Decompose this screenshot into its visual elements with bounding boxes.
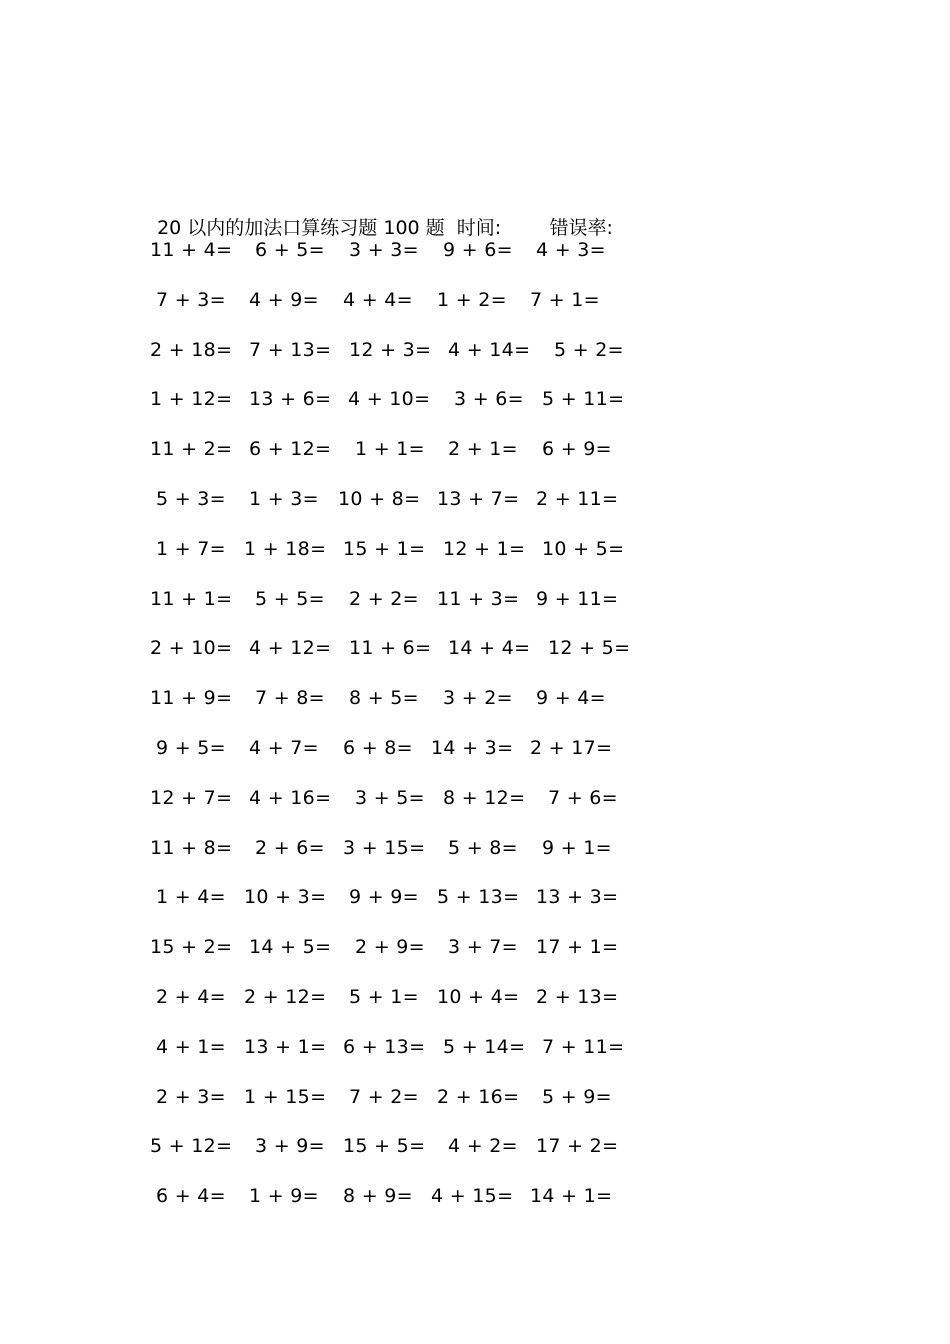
- addition-problem: 7 + 11=: [542, 1035, 625, 1058]
- problem-row: [0, 235, 950, 265]
- addition-problem: 10 + 5=: [542, 537, 625, 560]
- addition-problem: 14 + 5=: [249, 936, 332, 959]
- addition-problem: 12 + 7=: [150, 786, 233, 809]
- addition-problem: 2 + 16=: [437, 1085, 520, 1108]
- addition-problem: 2 + 3=: [156, 1085, 226, 1108]
- problem-row: [0, 434, 950, 464]
- addition-problem: 3 + 7=: [448, 936, 518, 959]
- addition-problem: 15 + 5=: [343, 1135, 426, 1158]
- addition-problem: 2 + 4=: [156, 986, 226, 1008]
- addition-problem: 11 + 8=: [150, 836, 233, 859]
- problem-row: [0, 683, 950, 713]
- addition-problem: 1 + 2=: [437, 288, 507, 311]
- addition-problem: 13 + 6=: [249, 388, 332, 411]
- addition-problem: 4 + 1=: [156, 1035, 226, 1058]
- addition-problem: 15 + 2=: [150, 936, 233, 959]
- addition-problem: 1 + 1=: [355, 438, 425, 461]
- addition-problem: 9 + 1=: [542, 836, 612, 859]
- problem-row: [0, 285, 950, 315]
- addition-problem: 4 + 4=: [343, 288, 413, 311]
- problem-row: [0, 1082, 950, 1112]
- addition-problem: 11 + 3=: [437, 587, 520, 610]
- addition-problem: 3 + 3=: [349, 239, 419, 261]
- addition-problem: 11 + 2=: [150, 438, 233, 461]
- addition-problem: 5 + 14=: [443, 1035, 526, 1058]
- addition-problem: 1 + 3=: [249, 488, 319, 510]
- addition-problem: 1 + 9=: [249, 1185, 319, 1208]
- addition-problem: 5 + 11=: [542, 388, 625, 411]
- addition-problem: 7 + 2=: [349, 1085, 419, 1108]
- error-rate-label: 错误率:: [549, 217, 613, 239]
- addition-problem: 11 + 4=: [150, 239, 233, 261]
- addition-problem: 7 + 8=: [255, 687, 325, 710]
- addition-problem: 12 + 5=: [548, 637, 631, 660]
- addition-problem: 4 + 2=: [448, 1135, 518, 1158]
- problem-row: [0, 335, 950, 365]
- addition-problem: 5 + 8=: [448, 836, 518, 859]
- addition-problem: 7 + 13=: [249, 338, 332, 361]
- addition-problem: 14 + 1=: [530, 1185, 613, 1208]
- addition-problem: 1 + 12=: [150, 388, 233, 411]
- problem-row: [0, 584, 950, 614]
- addition-problem: 2 + 12=: [244, 986, 327, 1008]
- addition-problem: 5 + 2=: [554, 338, 624, 361]
- addition-problem: 4 + 10=: [348, 388, 431, 411]
- addition-problem: 2 + 10=: [150, 637, 233, 660]
- problem-row: [0, 932, 950, 962]
- problem-row: [0, 882, 950, 912]
- addition-problem: 6 + 9=: [542, 438, 612, 461]
- addition-problem: 9 + 11=: [536, 587, 619, 610]
- addition-problem: 4 + 12=: [249, 637, 332, 660]
- addition-problem: 9 + 9=: [349, 886, 419, 909]
- problem-row: [0, 1181, 950, 1211]
- addition-problem: 6 + 4=: [156, 1185, 226, 1208]
- addition-problem: 6 + 13=: [343, 1035, 426, 1058]
- problem-row: [0, 484, 950, 514]
- addition-problem: 10 + 4=: [437, 986, 520, 1008]
- addition-problem: 5 + 5=: [255, 587, 325, 610]
- addition-problem: 12 + 3=: [349, 338, 432, 361]
- addition-problem: 1 + 4=: [156, 886, 226, 909]
- addition-problem: 1 + 15=: [244, 1085, 327, 1108]
- addition-problem: 15 + 1=: [343, 537, 426, 560]
- time-label: 时间:: [456, 217, 502, 239]
- problem-row: [0, 1032, 950, 1062]
- addition-problem: 8 + 9=: [343, 1185, 413, 1208]
- problem-row: [0, 833, 950, 863]
- addition-problem: 1 + 7=: [156, 537, 226, 560]
- problem-row: [0, 783, 950, 813]
- addition-problem: 3 + 6=: [454, 388, 524, 411]
- addition-problem: 3 + 2=: [443, 687, 513, 710]
- problem-row: [0, 384, 950, 414]
- addition-problem: 14 + 4=: [448, 637, 531, 660]
- problem-row: [0, 1131, 950, 1161]
- worksheet-title: 20 以内的加法口算练习题 100 题: [157, 217, 445, 239]
- addition-problem: 7 + 6=: [548, 786, 618, 809]
- addition-problem: 7 + 1=: [530, 288, 600, 311]
- addition-problem: 1 + 18=: [244, 537, 327, 560]
- addition-problem: 3 + 9=: [255, 1135, 325, 1158]
- addition-problem: 4 + 15=: [431, 1185, 514, 1208]
- addition-problem: 4 + 3=: [536, 239, 606, 261]
- addition-problem: 2 + 17=: [530, 737, 613, 759]
- addition-problem: 9 + 6=: [443, 239, 513, 261]
- addition-problem: 5 + 1=: [349, 986, 419, 1008]
- addition-problem: 11 + 6=: [349, 637, 432, 660]
- addition-problem: 3 + 5=: [355, 786, 425, 809]
- addition-problem: 2 + 1=: [448, 438, 518, 461]
- addition-problem: 5 + 3=: [156, 488, 226, 510]
- addition-problem: 4 + 9=: [249, 288, 319, 311]
- addition-problem: 7 + 3=: [156, 288, 226, 311]
- addition-problem: 11 + 1=: [150, 587, 233, 610]
- addition-problem: 3 + 15=: [343, 836, 426, 859]
- addition-problem: 10 + 8=: [338, 488, 421, 510]
- addition-problem: 13 + 1=: [244, 1035, 327, 1058]
- addition-problem: 5 + 9=: [542, 1085, 612, 1108]
- addition-problem: 2 + 9=: [355, 936, 425, 959]
- addition-problem: 12 + 1=: [443, 537, 526, 560]
- addition-problem: 17 + 1=: [536, 936, 619, 959]
- addition-problem: 17 + 2=: [536, 1135, 619, 1158]
- addition-problem: 11 + 9=: [150, 687, 233, 710]
- addition-problem: 9 + 4=: [536, 687, 606, 710]
- addition-problem: 5 + 12=: [150, 1135, 233, 1158]
- addition-problem: 13 + 3=: [536, 886, 619, 909]
- addition-problem: 8 + 12=: [443, 786, 526, 809]
- problem-row: [0, 733, 950, 763]
- problem-row: [0, 982, 950, 1012]
- addition-problem: 8 + 5=: [349, 687, 419, 710]
- addition-problem: 2 + 2=: [349, 587, 419, 610]
- addition-problem: 13 + 7=: [437, 488, 520, 510]
- addition-problem: 2 + 11=: [536, 488, 619, 510]
- problem-row: [0, 633, 950, 663]
- addition-problem: 2 + 18=: [150, 338, 233, 361]
- addition-problem: 6 + 5=: [255, 239, 325, 261]
- problem-row: [0, 534, 950, 564]
- addition-problem: 2 + 6=: [255, 836, 325, 859]
- addition-problem: 6 + 12=: [249, 438, 332, 461]
- addition-problem: 14 + 3=: [431, 737, 514, 759]
- addition-problem: 5 + 13=: [437, 886, 520, 909]
- addition-problem: 6 + 8=: [343, 737, 413, 759]
- addition-problem: 4 + 7=: [249, 737, 319, 759]
- addition-problem: 4 + 14=: [448, 338, 531, 361]
- addition-problem: 4 + 16=: [249, 786, 332, 809]
- addition-problem: 10 + 3=: [244, 886, 327, 909]
- addition-problem: 9 + 5=: [156, 737, 226, 759]
- addition-problem: 2 + 13=: [536, 986, 619, 1008]
